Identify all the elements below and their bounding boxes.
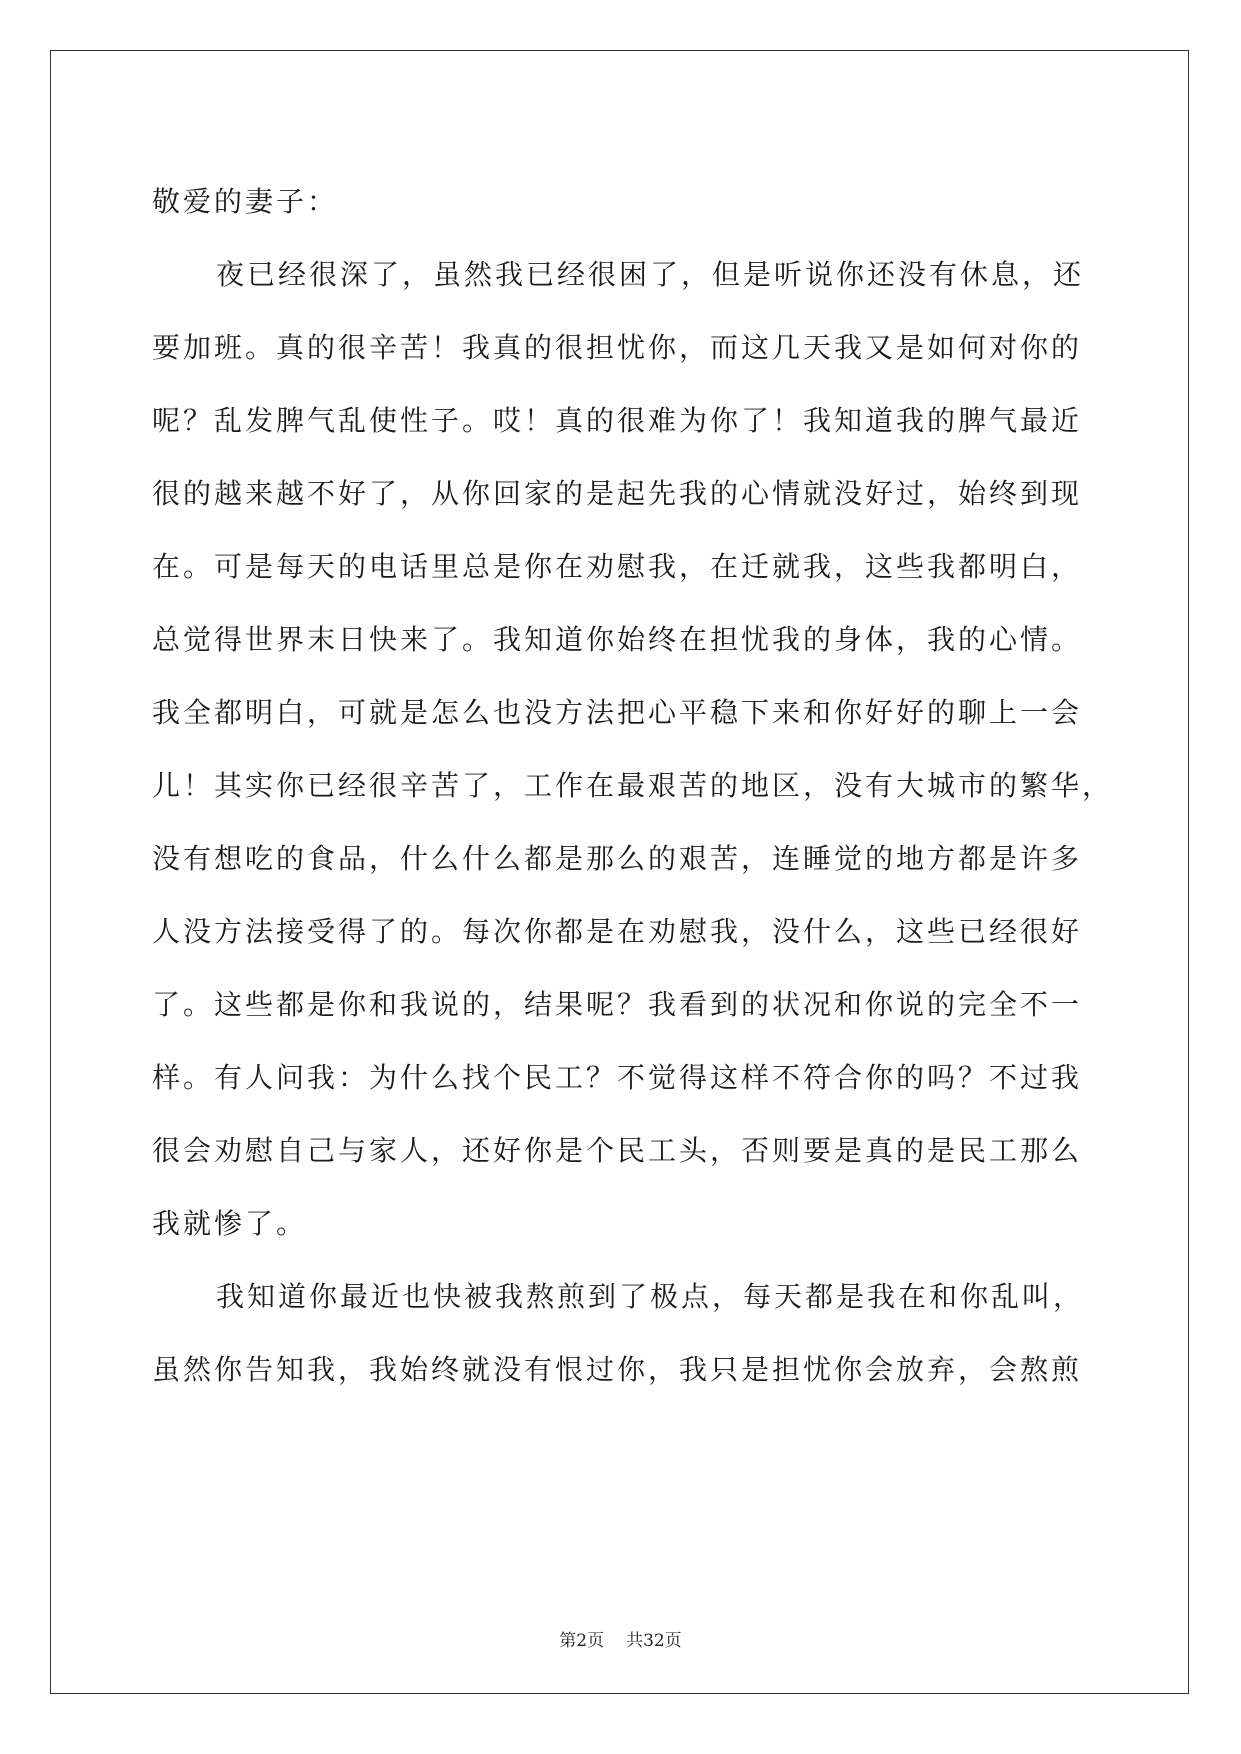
paragraph-line: 我就惨了。 <box>152 1207 308 1240</box>
paragraph-line: 我知道你最近也快被我熬煎到了极点，每天都是我在和你乱叫， <box>216 1280 1085 1313</box>
paragraph-line: 儿！其实你已经很辛苦了，工作在最艰苦的地区，没有大城市的繁华， <box>152 769 1114 802</box>
paragraph-line: 夜已经很深了，虽然我已经很困了，但是听说你还没有休息，还 <box>216 258 1085 291</box>
paragraph-line: 总觉得世界末日快来了。我知道你始终在担忧我的身体，我的心情。 <box>152 623 1083 656</box>
page-total: 共32页 <box>626 1631 682 1651</box>
paragraph-2 <box>152 1260 1092 1406</box>
paragraph-line: 在。可是每天的电话里总是你在劝慰我，在迁就我，这些我都明白， <box>152 550 1083 583</box>
paragraph-line: 我全都明白，可就是怎么也没方法把心平稳下来和你好好的聊上一会 <box>152 696 1083 729</box>
page-footer <box>0 1626 1241 1651</box>
paragraph-line: 没有想吃的食品，什么什么都是那么的艰苦，连睡觉的地方都是许多 <box>152 842 1083 875</box>
paragraph-line: 要加班。真的很辛苦！我真的很担忧你，而这几天我又是如何对你的 <box>152 331 1083 364</box>
paragraph-line: 人没方法接受得了的。每次你都是在劝慰我，没什么，这些已经很好 <box>152 915 1083 948</box>
paragraph-line: 样。有人问我：为什么找个民工？不觉得这样不符合你的吗？不过我 <box>152 1061 1083 1094</box>
paragraph-line: 很的越来越不好了，从你回家的是起先我的心情就没好过，始终到现 <box>152 477 1083 510</box>
paragraph-line: 虽然你告知我，我始终就没有恨过你，我只是担忧你会放弃，会熬煎 <box>152 1353 1083 1386</box>
paragraph-line: 了。这些都是你和我说的，结果呢？我看到的状况和你说的完全不一 <box>152 988 1083 1021</box>
page-number: 第2页 <box>559 1631 605 1651</box>
paragraph-line: 很会劝慰自己与家人，还好你是个民工头，否则要是真的是民工那么 <box>152 1134 1083 1167</box>
paragraph-line: 呢？乱发脾气乱使性子。哎！真的很难为你了！我知道我的脾气最近 <box>152 404 1083 437</box>
salutation: 敬爱的妻子： <box>152 185 339 218</box>
paragraph-1 <box>152 238 1114 1260</box>
letter-body <box>152 165 1114 1406</box>
